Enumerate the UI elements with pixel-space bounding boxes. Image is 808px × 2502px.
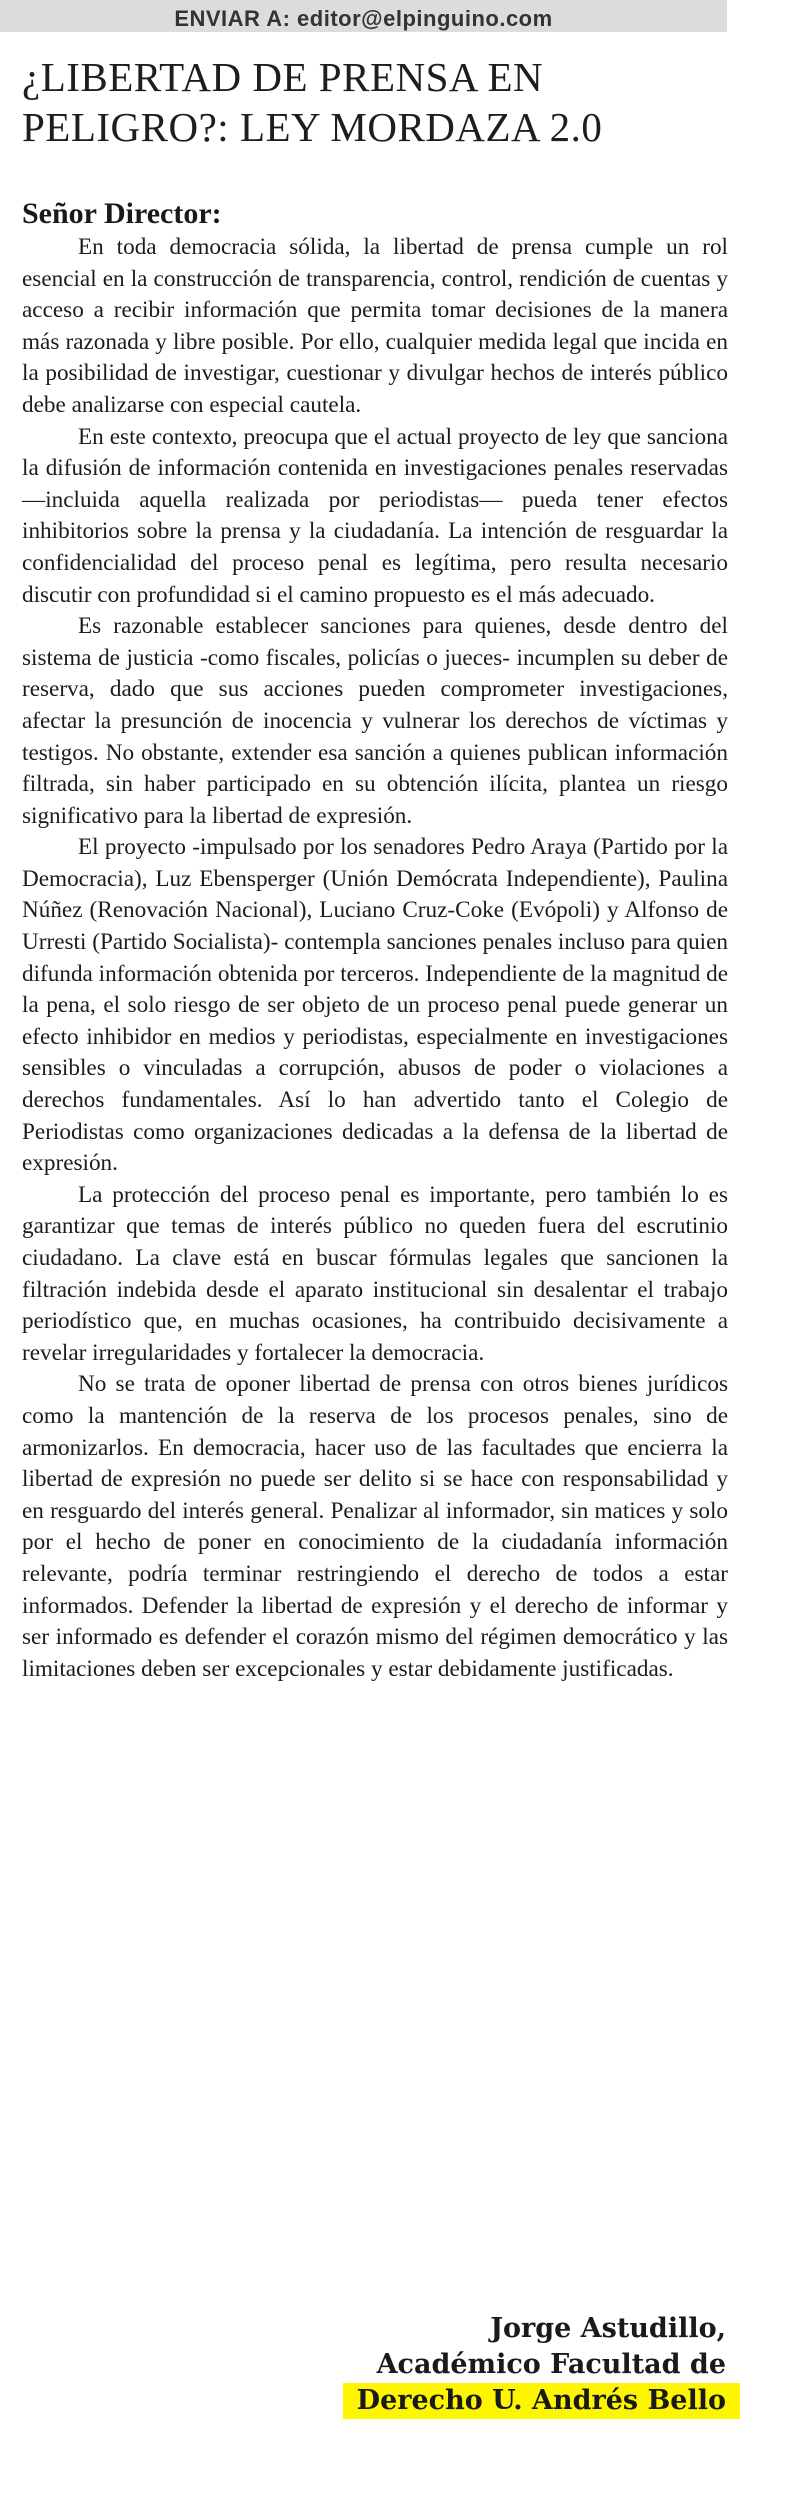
headline-line-2: PELIGRO?: LEY MORDAZA 2.0 <box>22 104 603 150</box>
body-paragraph: En toda democracia sólida, la libertad de prensa cumple un rol esencial en la construcción de transparencia, control, rendición de cuentas y acceso a recibir información que permita tomar decisiones de la manera más razonada y libre posible. Por ello, cualquier medida legal que incida en la posibilidad de investigar, cuestionar y divulgar hechos de interés público debe analizarse con especial cautela. <box>22 234 728 418</box>
signature-institution: Derecho U. Andrés Bello <box>343 2383 740 2419</box>
letter-signature <box>343 2311 726 2419</box>
submission-banner <box>0 0 727 32</box>
body-paragraph: No se trata de oponer libertad de prensa con otros bienes jurídicos como la mantención de la reserva de los procesos penales, sino de armonizarlos. En democracia, hacer uso de las facultades que encierra la libertad de expresión no puede ser delito si se hace con responsabilidad y en resguardo del interés general. Penalizar al informador, sin matices y solo por el hecho de poner en conocimiento de la ciudadanía información relevante, podría terminar restringiendo el derecho de todos a estar informados. Defender la libertad de expresión y el derecho de informar y ser informado es defender el corazón mismo del régimen democrático y las limitaciones deben ser excepcionales y estar debidamente justificadas. <box>22 1371 728 1682</box>
signature-name: Jorge Astudillo, <box>490 2313 726 2344</box>
body-paragraph: En este contexto, preocupa que el actual proyecto de ley que sanciona la difusión de información contenida en investigaciones penales reservadas —incluida aquella realizada por periodistas— pueda tener efectos inhibitorios sobre la prensa y la ciudadanía. La intención de resguardar la confidencialidad del proceso penal es legítima, pero resulta necesario discutir con profundidad si el camino propuesto es el más adecuado. <box>22 423 728 608</box>
body-paragraph: El proyecto -impulsado por los senadores Pedro Araya (Partido por la Democracia), Luz Ebensperger (Unión Demócrata Independiente), Paulina Núñez (Renovación Nacional), Luciano Cruz-Coke (Evópoli) y Alfonso de Urresti (Partido Socialista)- contempla sanciones penales incluso para quien difunda información obtenida por terceros. Independiente de la magnitud de la pena, el solo riesgo de ser objeto de un proceso penal puede generar un efecto inhibidor en medios y periodistas, especialmente en investigaciones sensibles o vinculadas a corrupción, abusos de poder o violaciones a derechos fundamentales. Así lo han advertido tanto el Colegio de Periodistas como organizaciones dedicadas a la defensa de la libertad de expresión. <box>22 834 728 1177</box>
letter-body <box>22 232 728 1685</box>
body-paragraph: La protección del proceso penal es importante, pero también lo es garantizar que temas de interés público no queden fuera del escrutinio ciudadano. La clave está en buscar fórmulas legales que sancionen la filtración indebida desde el aparato institucional sin desalentar el trabajo periodístico que, en muchas ocasiones, ha contribuido decisivamente a revelar irregularidades y fortalecer la democracia. <box>22 1181 728 1366</box>
letter-salutation: Señor Director: <box>22 197 222 230</box>
submission-email-text: ENVIAR A: editor@elpinguino.com <box>174 6 553 31</box>
body-paragraph: Es razonable establecer sanciones para quienes, desde dentro del sistema de justicia -como fiscales, policías o jueces- incumplen su deber de reserva, dado que sus acciones pueden comprometer investigaciones, afectar la presunción de inocencia y vulnerar los derechos de víctimas y testigos. No obstante, extender esa sanción a quienes publican información filtrada, sin haber participado en su obtención ilícita, plantea un riesgo significativo para la libertad de expresión. <box>22 613 728 829</box>
headline-line-1: ¿LIBERTAD DE PRENSA EN <box>22 54 544 100</box>
signature-role: Académico Facultad de <box>376 2349 726 2380</box>
article-headline <box>22 52 722 152</box>
